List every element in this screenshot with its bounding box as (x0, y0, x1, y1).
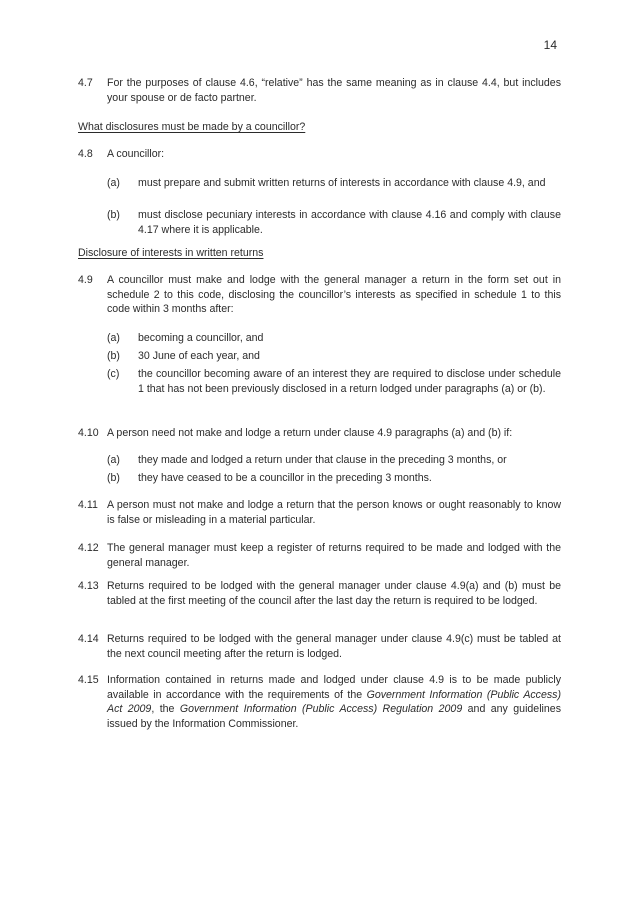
clause-4-9 (78, 273, 561, 317)
clause-text-part: , the (151, 703, 180, 715)
clause-number: 4.14 (78, 633, 99, 645)
clause-number: 4.13 (78, 580, 99, 592)
clause-text-part: Information contained in returns made and lodged under clause 4.9 is to be made publicly available in accordance with the requirements of the (107, 674, 561, 701)
sub-label: (c) (107, 368, 120, 380)
sub-label: (a) (107, 454, 120, 466)
sub-text: must disclose pecuniary interests in accordance with clause 4.16 and comply with clause 4.17 where it is applicable. (138, 209, 561, 236)
clause-4-9-a (107, 331, 561, 346)
clause-4-13 (78, 579, 561, 608)
sub-label: (b) (107, 472, 120, 484)
act-title: Government Information (Public Access) Act 2009 (107, 688, 561, 715)
sub-text: becoming a councillor, and (138, 332, 264, 344)
clause-4-8-a (107, 176, 561, 191)
clause-4-15 (78, 673, 561, 731)
clause-number: 4.10 (78, 427, 99, 439)
clause-4-8-b (107, 208, 561, 237)
clause-number: 4.11 (78, 499, 98, 511)
sub-text: they have ceased to be a councillor in the preceding 3 months. (138, 472, 432, 484)
clause-4-10-a (107, 453, 561, 468)
clause-text-part: and any guidelines issued by the Information Commissioner. (107, 703, 561, 730)
clause-4-8 (78, 147, 561, 162)
sub-text: must prepare and submit written returns of interests in accordance with clause 4.9, and (138, 177, 546, 189)
sub-label: (a) (107, 332, 120, 344)
clause-text: The general manager must keep a register of returns required to be made and lodged with the general manager. (107, 542, 561, 569)
sub-text: 30 June of each year, and (138, 350, 260, 362)
clause-text (107, 673, 561, 731)
clause-4-9-c (107, 367, 561, 396)
page-number: 14 (543, 38, 557, 52)
clause-text: For the purposes of clause 4.6, “relative” has the same meaning as in clause 4.4, but includes your spouse or de facto partner. (107, 77, 561, 104)
clause-4-7 (78, 76, 561, 105)
clause-text: Returns required to be lodged with the general manager under clause 4.9(a) and (b) must be tabled at the first meeting of the council after the last day the return is required to be lodged. (107, 580, 561, 607)
clause-number: 4.9 (78, 274, 93, 286)
section-heading-disclosures: What disclosures must be made by a councillor? (78, 121, 306, 133)
clause-text: A councillor must make and lodge with the general manager a return in the form set out in schedule 2 to this code, disclosing the councillor’s interests as specified in schedule 1 to this code within 3 months after: (107, 274, 561, 315)
clause-number: 4.15 (78, 674, 99, 686)
clause-4-10 (78, 426, 561, 441)
sub-label: (a) (107, 177, 120, 189)
clause-number: 4.7 (78, 77, 93, 89)
clause-text: A person need not make and lodge a return under clause 4.9 paragraphs (a) and (b) if: (107, 427, 513, 439)
clause-4-11 (78, 498, 561, 527)
section-heading-written-returns: Disclosure of interests in written returns (78, 247, 264, 259)
sub-text: the councillor becoming aware of an interest they are required to disclose under schedule 1 that has not been previously disclosed in a return lodged under paragraphs (a) or (b). (138, 368, 561, 395)
clause-number: 4.12 (78, 542, 99, 554)
regulation-title: Government Information (Public Access) Regulation 2009 (179, 703, 463, 715)
clause-text: Returns required to be lodged with the general manager under clause 4.9(c) must be tabled at the next council meeting after the return is lodged. (107, 633, 561, 660)
clause-text: A person must not make and lodge a return that the person knows or ought reasonably to know is false or misleading in a material particular. (107, 499, 561, 526)
clause-4-10-b (107, 471, 561, 486)
sub-label: (b) (107, 209, 120, 221)
clause-4-9-b (107, 349, 561, 364)
clause-4-14 (78, 632, 561, 661)
sub-label: (b) (107, 350, 120, 362)
clause-number: 4.8 (78, 148, 93, 160)
clause-4-12 (78, 541, 561, 570)
clause-text: A councillor: (107, 148, 165, 160)
sub-text: they made and lodged a return under that clause in the preceding 3 months, or (138, 454, 507, 466)
